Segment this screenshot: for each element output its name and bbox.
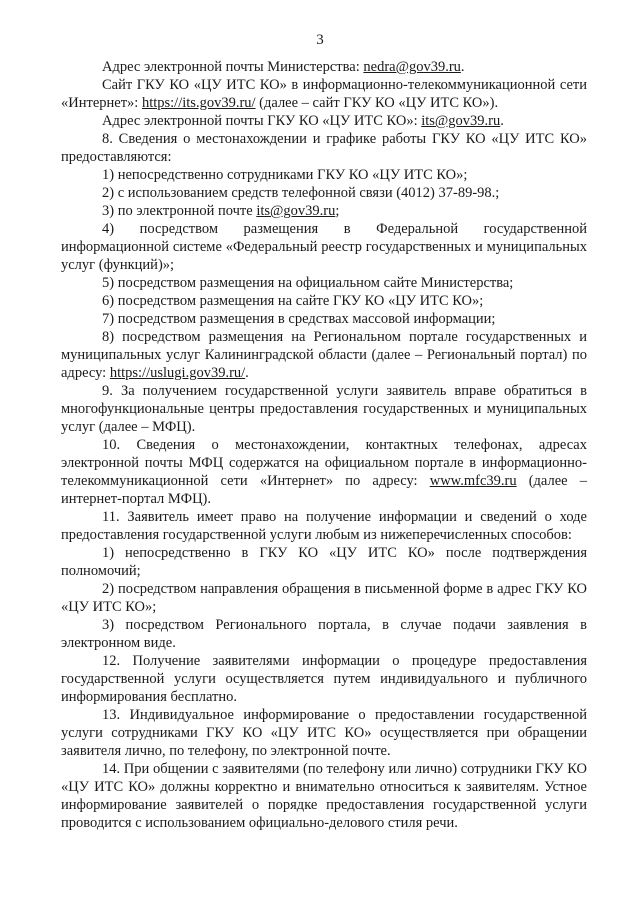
paragraph-11-item-2	[61, 580, 587, 616]
paragraph-8-item-2	[61, 184, 587, 202]
paragraph-8-item-7	[61, 310, 587, 328]
paragraph-8-item-3	[61, 202, 587, 220]
paragraph-11	[61, 508, 587, 544]
paragraph-13	[61, 706, 587, 760]
agency-site-link[interactable]: https://its.gov39.ru/	[141, 95, 256, 111]
regional-portal-link[interactable]: https://uslugi.gov39.ru/	[109, 365, 246, 381]
agency-email-link[interactable]: its@gov39.ru	[256, 203, 336, 219]
paragraph-agency-email	[61, 112, 587, 130]
text-run: 5) посредством размещения на официальном сайте Министерства;	[102, 275, 514, 291]
text-run: 8. Сведения о местонахождении и графике работы ГКУ КО «ЦУ ИТС КО» предоставляются:	[61, 131, 587, 165]
paragraph-8-item-6	[61, 292, 587, 310]
paragraph-14	[61, 760, 587, 832]
ministry-email-link[interactable]: nedra@gov39.ru	[363, 59, 461, 75]
text-run: 1) непосредственно в ГКУ КО «ЦУ ИТС КО» после подтверждения полномочий;	[61, 545, 587, 579]
paragraph-8-item-5	[61, 274, 587, 292]
text-run: Адрес электронной почты ГКУ КО «ЦУ ИТС КО»:	[102, 113, 422, 129]
paragraph-8-item-1	[61, 166, 587, 184]
paragraph-10	[61, 436, 587, 508]
text-run: 3) посредством Регионального портала, в случае подачи заявления в электронном виде.	[61, 617, 587, 651]
paragraph-9	[61, 382, 587, 436]
text-run: .	[500, 113, 504, 129]
text-run: Сайт ГКУ КО «ЦУ ИТС КО» в информационно-телекоммуникационной сети «Интернет»:	[61, 77, 587, 111]
mfc-portal-link[interactable]: www.mfc39.ru	[429, 473, 517, 489]
paragraph-agency-site	[61, 76, 587, 112]
text-run: 7) посредством размещения в средствах массовой информации;	[102, 311, 496, 327]
paragraph-8-item-8	[61, 328, 587, 382]
paragraph-8-item-4	[61, 220, 587, 274]
text-run: 13. Индивидуальное информирование о предоставлении государственной услуги сотрудниками ГКУ КО «ЦУ ИТС КО» осуществляется при обращении заявителя лично, по телефону, по электронной почте.	[61, 707, 587, 759]
text-run: 6) посредством размещения на сайте ГКУ КО «ЦУ ИТС КО»;	[102, 293, 484, 309]
text-run: 9. За получением государственной услуги заявитель вправе обратиться в многофункциональные центры предоставления государственных и муниципальных услуг (далее – МФЦ).	[61, 383, 587, 435]
text-run: .	[245, 365, 249, 381]
paragraph-ministry-email	[61, 58, 587, 76]
text-run: 1) непосредственно сотрудниками ГКУ КО «ЦУ ИТС КО»;	[102, 167, 468, 183]
text-run: 8) посредством размещения на Региональном портале государственных и муниципальных услуг Калининградской области (далее – Региональный портал) по адресу:	[61, 329, 587, 381]
text-run: 4) посредством размещения в Федеральной государственной информационной системе «Федеральный реестр государственных и муниципальных услуг (функций)»;	[61, 221, 587, 273]
text-run: 11. Заявитель имеет право на получение информации и сведений о ходе предоставления государственной услуги любым из нижеперечисленных способов:	[61, 509, 587, 543]
text-run: 14. При общении с заявителями (по телефону или лично) сотрудники ГКУ КО «ЦУ ИТС КО» должны корректно и внимательно относиться к заявителям. Устное информирование заявителей о порядке предоставления государственной услуги проводится с использованием официально-делового стиля речи.	[61, 761, 587, 831]
paragraph-12	[61, 652, 587, 706]
page-number: 3	[316, 32, 324, 48]
text-run: (далее – сайт ГКУ КО «ЦУ ИТС КО»).	[255, 95, 499, 111]
text-run: 2) посредством направления обращения в письменной форме в адрес ГКУ КО «ЦУ ИТС КО»;	[61, 581, 587, 615]
paragraph-8	[61, 130, 587, 166]
paragraph-11-item-3	[61, 616, 587, 652]
text-run: 10. Сведения о местонахождении, контактных телефонах, адресах электронной почты МФЦ содержатся на официальном портале в информационно-телекоммуникационной сети «Интернет» по адресу:	[61, 437, 587, 489]
text-run: (далее – интернет-портал МФЦ).	[61, 473, 587, 507]
agency-email-link[interactable]: its@gov39.ru	[421, 113, 501, 129]
text-run: 12. Получение заявителями информации о процедуре предоставления государственной услуги осуществляется путем индивидуального и публичного информирования бесплатно.	[61, 653, 587, 705]
document-body	[61, 58, 587, 832]
text-run: 3) по электронной почте	[102, 203, 257, 219]
text-run: .	[460, 59, 465, 75]
text-run: 2) с использованием средств телефонной связи (4012) 37-89-98.;	[102, 185, 500, 201]
paragraph-11-item-1	[61, 544, 587, 580]
text-run: ;	[335, 203, 340, 219]
text-run: Адрес электронной почты Министерства:	[102, 59, 364, 75]
